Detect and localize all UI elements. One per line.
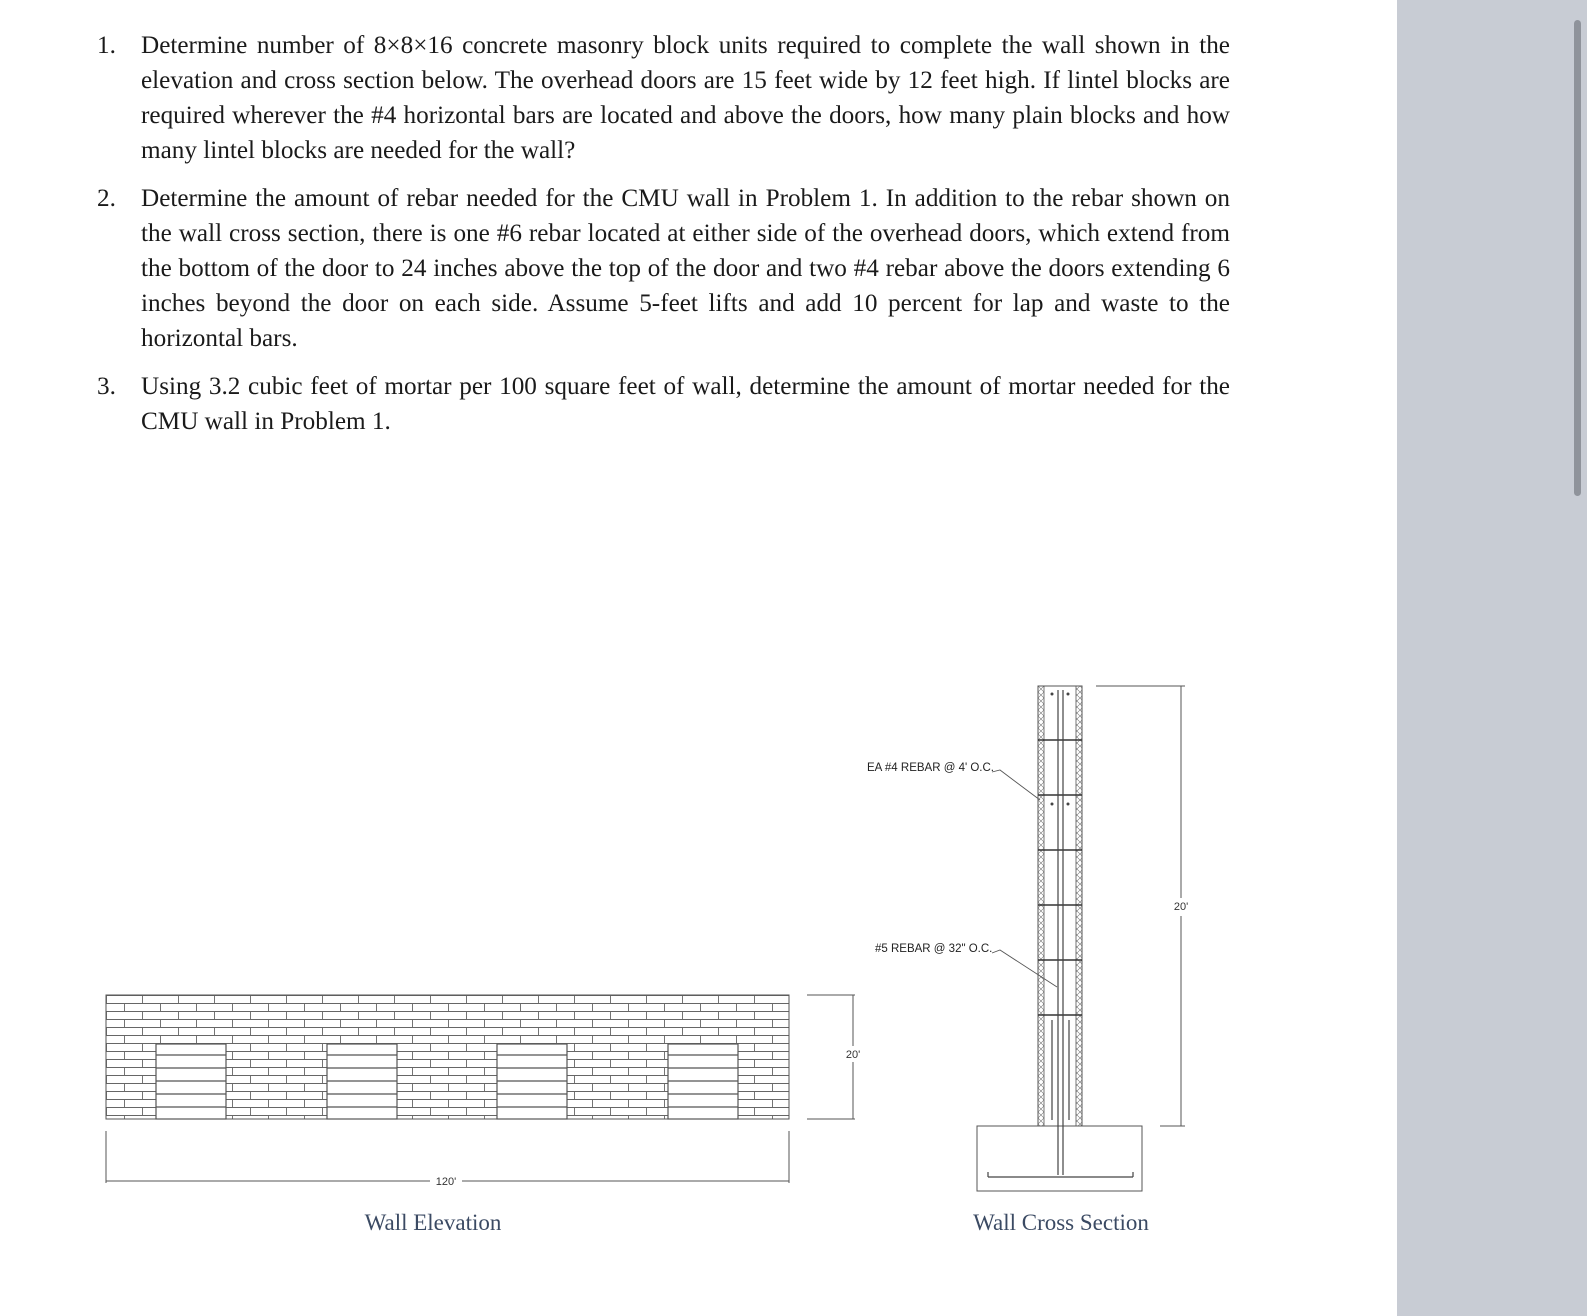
viewer-gutter [1397,0,1587,1316]
elevation-height-label: 20' [845,1049,861,1061]
problem-text: Determine the amount of rebar needed for the CMU wall in Problem 1. In addition to the rebar shown on the wall cross section, there is one #6 rebar located at either side of the overhead doors, which extend from the bottom of the door to 24 inches above the top of the door and two #4 rebar above the doors extending 6 inches beyond the door on each side. Assume 5-feet lifts and add 10 percent for lap and waste to the horizontal bars. [141,185,1230,352]
wall-elevation [106,995,860,1235]
problem-text: Determine number of 8×8×16 concrete masonry block units required to complete the wall shown in the elevation and cross section below. The overhead doors are 15 feet wide by 12 feet high. If lintel blocks are required wherever the #4 horizontal bars are located and above the doors, how many plain blocks and how many lintel blocks are needed for the wall? [141,32,1230,164]
wall-stem [1038,686,1082,1126]
footing [977,1126,1142,1191]
scrollbar-thumb[interactable] [1574,20,1581,496]
elevation-caption: Wall Elevation [364,1210,502,1235]
vertical-rebar-note: #5 REBAR @ 32" O.C. [875,943,993,955]
overhead-door [668,1044,738,1119]
overhead-door [497,1044,567,1119]
horizontal-rebar-note: EA #4 REBAR @ 4' O.C. [867,762,994,774]
elevation-length-label: 120' [435,1176,457,1188]
cross-section-height-dimension [1096,686,1185,1126]
problem-number: 1. [97,32,116,59]
overhead-door [156,1044,226,1119]
problem-number: 3. [97,373,116,400]
wall-cross-section [867,686,1188,1235]
problem-number: 2. [97,185,116,212]
overhead-door [327,1044,397,1119]
cross-section-caption: Wall Cross Section [973,1210,1149,1235]
face-shell-right [1076,686,1082,1126]
cross-section-height-label: 20' [1173,901,1189,913]
problem-text: Using 3.2 cubic feet of mortar per 100 square feet of wall, determine the amount of mortar needed for the CMU wall in Problem 1. [141,373,1230,435]
face-shell-left [1038,686,1044,1126]
horizontal-rebar-leader [992,770,1040,800]
